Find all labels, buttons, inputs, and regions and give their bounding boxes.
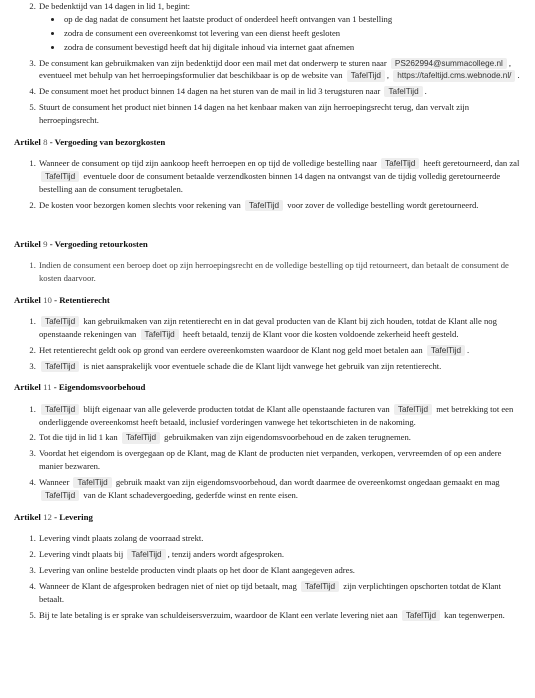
list-item: • zodra de consument bevestigd heeft dat hij digitale inhoud via internet gaat afnemen <box>63 41 521 54</box>
article-10-item-3: 3. TafelTijd is niet aansprakelijk voor eventuele schade die de Klant lijdt vanwege het gebruik van zijn retentierecht. <box>38 360 521 373</box>
company-name: TafelTijd <box>122 432 160 443</box>
article-10-item-2: 2. Het retentierecht geldt ook op grond van eerdere overeenkomsten waardoor de Klant nog geld moet betalen aan TafelTijd . <box>38 344 521 357</box>
article-7-list <box>14 0 521 127</box>
article-11-heading: Artikel 11 - Eigendomsvoorbehoud <box>14 382 146 393</box>
bedenktijd-start-list <box>39 13 521 54</box>
article-10-list <box>14 315 521 373</box>
article-12-list <box>14 532 521 621</box>
article-7-item-2: 2. De bedenktijd van 14 dagen in lid 1, begint: • op de dag nadat de consument het laatste product of onderdeel heeft ontvangen van 1 bestelling • zodra de consument een overeenkomst tot levering van een dienst heeft gesloten • zodra de consument bevestigd heeft dat hij digitale inhoud via internet gaat afnemen <box>38 0 521 54</box>
article-9-item-1: 1. Indien de consument een beroep doet op zijn herroepingsrecht en de volledige bestelling op tijd retourneert, dan betaalt de consument de kosten daarvoor. <box>38 259 521 285</box>
company-name: TafelTijd <box>301 581 339 592</box>
article-8-heading: Artikel 8 - Vergoeding van bezorgkosten <box>14 137 166 148</box>
article-12-item-4: 4. Wanneer de Klant de afgesproken bedragen niet of niet op tijd betaalt, mag TafelTijd zijn verplichtingen opschorten totdat de Klant betaalt. <box>38 580 521 606</box>
article-8-item-1: 1. Wanneer de consument op tijd zijn aankoop heeft herroepen en op tijd de volledige bestelling naar TafelTijd heeft geretourneerd, dan zal TafelTijd eventuele door de consument betaalde verzendkosten binnen 14 dagen na ontvangst van de tijdig volledig geretourneerde bestelling aan de consument terugbetalen. <box>38 157 521 196</box>
article-11-list <box>14 403 521 502</box>
article-12-item-2: 2. Levering vindt plaats bij TafelTijd , tenzij anders wordt afgesproken. <box>38 548 521 561</box>
company-name: TafelTijd <box>73 477 111 488</box>
list-item: • zodra de consument een overeenkomst tot levering van een dienst heeft gesloten <box>63 27 521 40</box>
company-name: TafelTijd <box>402 610 440 621</box>
article-11-item-2: 2. Tot die tijd in lid 1 kan TafelTijd gebruikmaken van zijn eigendomsvoorbehoud en de zaken terugnemen. <box>38 431 521 444</box>
article-12-item-5: 5. Bij te late betaling is er sprake van schuldeisersverzuim, waardoor de Klant een verlate levering niet aan TafelTijd kan tegenwerpen. <box>38 609 521 622</box>
company-name: TafelTijd <box>41 171 79 182</box>
article-11-item-4: 4. Wanneer TafelTijd gebruik maakt van zijn eigendomsvoorbehoud, dan wordt daarmee de overeenkomst ongedaan gemaakt en mag TafelTijd van de Klant schadevergoeding, gederfde winst en rente eisen. <box>38 476 521 502</box>
article-12-item-3: 3. Levering van online bestelde producten vindt plaats op het door de Klant aangegeven adres. <box>38 564 521 577</box>
article-12-heading: Artikel 12 - Levering <box>14 511 93 522</box>
company-name: TafelTijd <box>245 200 283 211</box>
company-name: TafelTijd <box>141 329 179 340</box>
company-name: TafelTijd <box>384 86 422 97</box>
list-item: • op de dag nadat de consument het laatste product of onderdeel heeft ontvangen van 1 bestelling <box>63 13 521 26</box>
article-7-item-5: 5. Stuurt de consument het product niet binnen 14 dagen na het kenbaar maken van zijn herroepingsrecht terug, dan vervalt zijn herroepingsrecht. <box>38 101 521 127</box>
company-name: TafelTijd <box>41 490 79 501</box>
company-name: TafelTijd <box>41 361 79 372</box>
spacer <box>14 215 521 229</box>
article-8-item-2: 2. De kosten voor bezorgen komen slechts voor rekening van TafelTijd voor zover de volledige bestelling wordt geretourneerd. <box>38 199 521 212</box>
article-9-heading: Artikel 9 - Vergoeding retourkosten <box>14 238 148 249</box>
website-link[interactable]: https://tafeltijd.cms.webnode.nl/ <box>393 70 515 81</box>
article-8-list <box>14 157 521 212</box>
article-10-heading: Artikel 10 - Retentierecht <box>14 294 110 305</box>
company-name: TafelTijd <box>127 549 165 560</box>
company-name: TafelTijd <box>394 404 432 415</box>
article-7-item-4: 4. De consument moet het product binnen 14 dagen na het sturen van de mail in lid 3 terugsturen naar TafelTijd . <box>38 85 521 98</box>
article-9-list <box>14 259 521 285</box>
article-12-item-1: 1. Levering vindt plaats zolang de voorraad strekt. <box>38 532 521 545</box>
company-name: TafelTijd <box>427 345 465 356</box>
article-11-item-3: 3. Voordat het eigendom is overgegaan op de Klant, mag de Klant de producten niet verpanden, verkopen, vervreemden of op een andere manier bezwaren. <box>38 447 521 473</box>
company-name: TafelTijd <box>41 316 79 327</box>
article-7-item-3: 3. De consument kan gebruikmaken van zijn bedenktijd door een mail met dat onderwerp te sturen naar PS262994@summacollege.nl , eventueel met behulp van het herroepingsformulier dat beschikbaar is op de website van TafelTijd , https://tafeltijd.cms.webnode.nl/ . <box>38 57 521 83</box>
article-11-item-1: 1. TafelTijd blijft eigenaar van alle geleverde producten totdat de Klant alle openstaande facturen van TafelTijd met betrekking tot een onderliggende overeenkomst heeft betaald, inclusief vorderingen vanwege het tekortschieten in de nakoming. <box>38 403 521 429</box>
article-10-item-1: 1. TafelTijd kan gebruikmaken van zijn retentierecht en in dat geval producten van de Klant bij zich houden, totdat de Klant alle nog openstaande rekeningen van TafelTijd heeft betaald, tenzij de Klant voor die kosten voldoende zekerheid heeft gesteld. <box>38 315 521 341</box>
company-name: TafelTijd <box>347 70 385 81</box>
company-name: TafelTijd <box>381 158 419 169</box>
email-address[interactable]: PS262994@summacollege.nl <box>391 58 507 69</box>
company-name: TafelTijd <box>41 404 79 415</box>
